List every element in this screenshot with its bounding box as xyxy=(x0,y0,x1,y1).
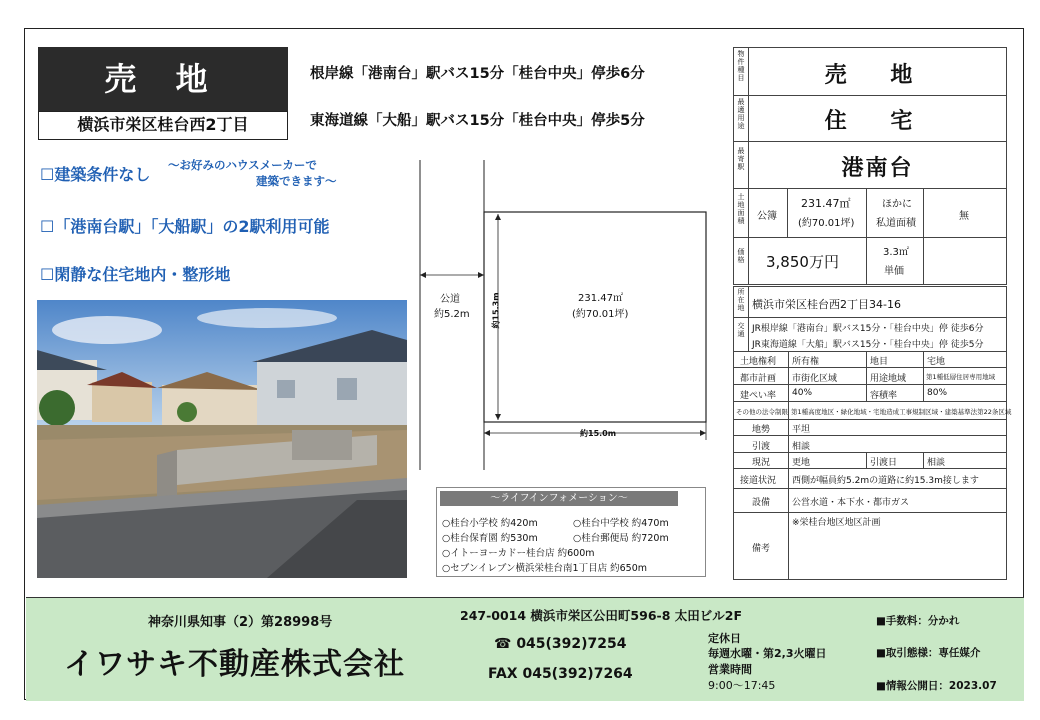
land-area: 231.47㎡ xyxy=(801,197,851,210)
plot-area: 231.47㎡ xyxy=(578,293,623,304)
life-info-item: ○イトーヨーカドー桂台店 約600m xyxy=(442,548,595,559)
life-info-item: ○桂台保育園 約530m xyxy=(442,533,538,544)
land-kind: 公簿 xyxy=(757,211,777,222)
remarks: ※栄桂台地区地区計画 xyxy=(792,518,881,528)
label-handover-date: 引渡日 xyxy=(870,458,898,468)
land-category: 宅地 xyxy=(927,357,946,367)
access-line-1: 根岸線「港南台」駅バス15分「桂台中央」停歩6分 xyxy=(310,66,645,82)
label-location: 所在地 xyxy=(737,288,745,312)
land-area-tsubo: (約70.01坪) xyxy=(798,218,855,229)
unit-price-area: 3.3㎡ xyxy=(883,247,909,258)
fee: ■手数料：分かれ xyxy=(876,615,960,627)
label-far: 容積率 xyxy=(870,391,898,401)
bcr: 40% xyxy=(792,388,813,398)
land-rights: 所有権 xyxy=(792,357,820,367)
label-land-category: 地目 xyxy=(870,357,889,367)
label-other-regulations: その他の法令制限 xyxy=(736,408,788,416)
label-road-access: 接道状況 xyxy=(740,476,777,486)
property-address-heading: 横浜市栄区桂台西2丁目 xyxy=(38,111,288,140)
feature-note-line1: ～お好みのハウスメーカーで xyxy=(168,158,317,172)
unit-price-label: 単価 xyxy=(884,266,904,277)
road-label: 公道 xyxy=(440,294,460,305)
plot-frontage: 約15.0m xyxy=(580,429,617,438)
phone-number: ☎ 045(392)7254 xyxy=(494,636,627,652)
feature-no-building-conditions: ☐建築条件なし xyxy=(40,165,151,184)
other-regulations: 第1種高度地区・緑化地域・宅地造成工事規制区域・建築基準法第22条区域 xyxy=(791,408,1012,416)
location: 横浜市栄区桂台西2丁目34-16 xyxy=(752,298,901,311)
business-hours: 9:00～17:45 xyxy=(708,679,776,692)
best-use: 住 宅 xyxy=(824,109,931,134)
label-best-use: 最適用途 xyxy=(737,98,745,130)
life-info-item: ○桂台中学校 約470m xyxy=(573,518,669,529)
price: 3,850万円 xyxy=(766,253,839,271)
label-facilities: 設備 xyxy=(752,498,771,508)
life-info-item: ○セブンイレブン横浜栄桂台南1丁目店 約650m xyxy=(442,563,648,574)
label-price: 価格 xyxy=(737,248,745,264)
company-name: イワサキ不動産株式会社 xyxy=(64,647,405,682)
feature-note-line2: 建築できます～ xyxy=(256,174,337,188)
use-zone: 第1種低層住居専用地域 xyxy=(926,373,996,381)
label-bcr: 建ぺい率 xyxy=(740,391,777,401)
terrain: 平坦 xyxy=(792,425,811,435)
access-line-2: 東海道線「大船」駅バス15分「桂台中央」停歩5分 xyxy=(310,113,645,129)
life-info-item: ○桂台小学校 約420m xyxy=(442,518,538,529)
label-remarks: 備考 xyxy=(752,544,771,554)
label-terrain: 地勢 xyxy=(752,425,771,435)
feature-two-stations: ☐「港南台駅」「大船駅」の2駅利用可能 xyxy=(40,217,330,236)
handover: 相談 xyxy=(792,442,811,452)
city-plan: 市街化区域 xyxy=(792,374,838,384)
private-road-value: 無 xyxy=(959,211,969,222)
label-city-plan: 都市計画 xyxy=(740,374,777,384)
feature-quiet-area: ☐閑静な住宅地内・整形地 xyxy=(40,265,231,284)
label-property-type: 物件種目 xyxy=(737,50,745,82)
label-traffic: 交通 xyxy=(737,322,745,338)
page-title: 売 地 xyxy=(38,47,288,111)
publish-date: ■情報公開日：2023.07 xyxy=(876,680,997,692)
plot-area-tsubo: (約70.01坪) xyxy=(572,309,629,320)
nearest-station: 港南台 xyxy=(841,156,914,181)
other-label: ほかに xyxy=(882,199,912,210)
property-type: 売 地 xyxy=(824,63,931,88)
fax-number: FAX 045(392)7264 xyxy=(488,666,633,682)
current-status: 更地 xyxy=(792,458,811,468)
life-info-title: ～ライフインフォメーション～ xyxy=(440,491,678,506)
handover-date: 相談 xyxy=(927,458,946,468)
transaction-type: ■取引態様：専任媒介 xyxy=(876,647,981,659)
label-current-status: 現況 xyxy=(752,458,771,468)
license-number: 神奈川県知事（2）第28998号 xyxy=(148,615,333,630)
traffic-line-1: JR根岸線「港南台」駅バス15分・「桂台中央」停 徒歩6分 xyxy=(752,324,984,334)
company-address: 247-0014 横浜市栄区公田町596-8 太田ビル2F xyxy=(460,608,742,623)
business-hours-label: 営業時間 xyxy=(708,663,752,676)
road-access: 西側が幅員約5.2mの道路に約15.3m接します xyxy=(792,476,979,486)
label-handover: 引渡 xyxy=(752,442,771,452)
label-land-area: 土地面積 xyxy=(737,193,745,225)
label-land-rights: 土地権利 xyxy=(740,357,777,367)
plot-depth: 約15.3m xyxy=(491,292,501,329)
label-nearest-station: 最寄駅 xyxy=(737,147,745,171)
traffic-line-2: JR東海道線「大船」駅バス15分・「桂台中央」停 徒歩5分 xyxy=(752,340,984,350)
feature-note xyxy=(168,157,337,189)
closed-days: 毎週水曜・第2,3火曜日 xyxy=(708,647,827,660)
closed-days-label: 定休日 xyxy=(708,632,741,645)
site-photo xyxy=(37,300,407,578)
life-info-item: ○桂台郵便局 約720m xyxy=(573,533,669,544)
road-width: 約5.2m xyxy=(434,309,470,320)
facilities: 公営水道・本下水・都市ガス xyxy=(792,498,910,508)
private-road-label: 私道面積 xyxy=(876,218,916,229)
label-use-zone: 用途地域 xyxy=(870,374,907,384)
far: 80% xyxy=(927,388,948,398)
